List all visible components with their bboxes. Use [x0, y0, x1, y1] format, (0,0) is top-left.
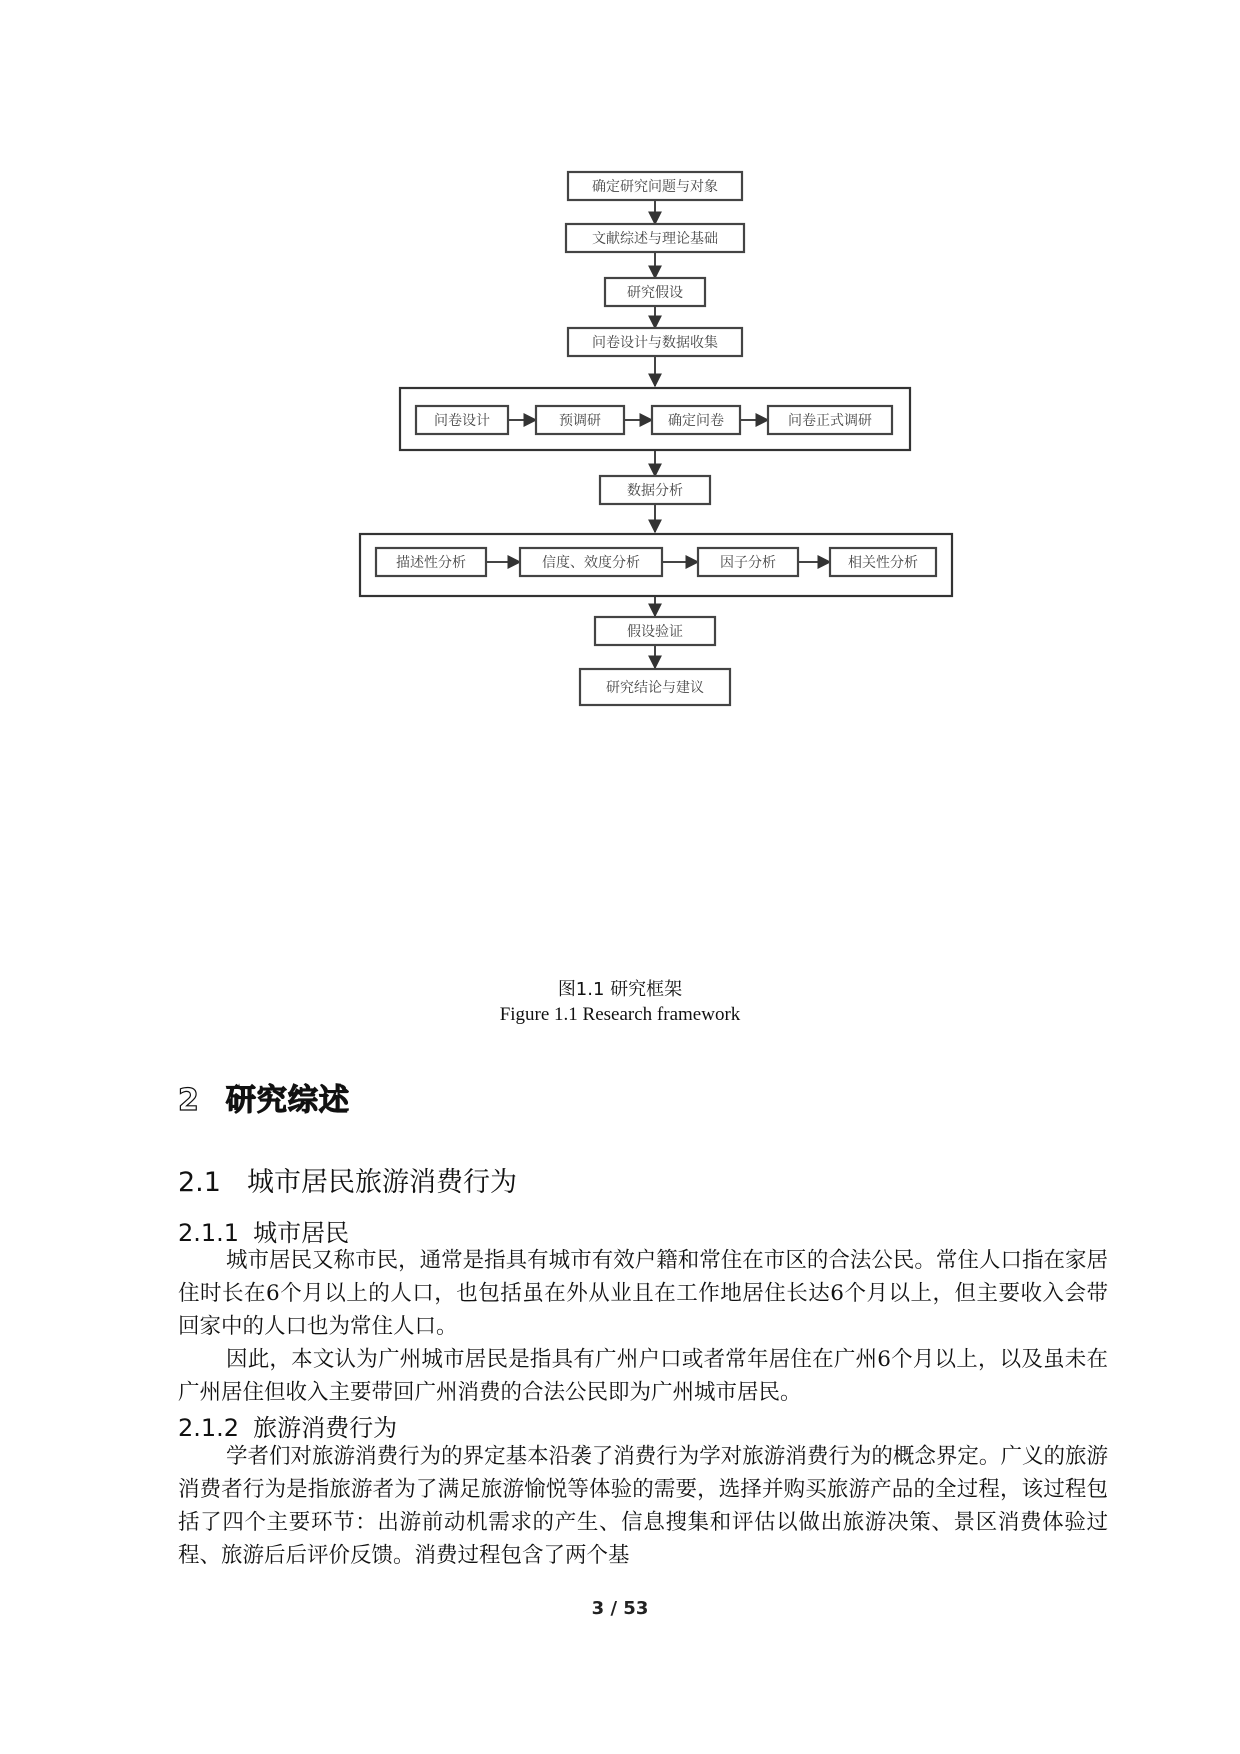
analysis-step-label: 因子分析 — [720, 555, 776, 571]
flow-step-label: 研究结论与建议 — [606, 680, 704, 696]
analysis-step — [520, 548, 662, 576]
flow-step-label: 数据分析 — [627, 483, 683, 499]
analysis-step-label: 相关性分析 — [848, 555, 918, 571]
flow-step — [580, 669, 730, 705]
subsection-title: 城市居民旅游消费行为 — [246, 1167, 517, 1198]
analysis-step — [830, 548, 936, 576]
flow-step — [605, 278, 705, 306]
analysis-step-label: 描述性分析 — [396, 555, 466, 571]
analysis-step — [698, 548, 798, 576]
subsubsection-heading-2-1-2 — [178, 1408, 397, 1443]
figure-caption-en: Figure 1.1 Research framework — [499, 1004, 741, 1025]
survey-step-label: 预调研 — [559, 413, 601, 429]
survey-step — [652, 406, 740, 434]
flow-step — [568, 172, 742, 200]
flow-step-label: 研究假设 — [627, 285, 683, 301]
subsubsection-title: 城市居民 — [253, 1219, 350, 1247]
paragraph: 城市居民又称市民，通常是指具有城市有效户籍和常住在市区的合法公民。常住人口指在家居住时长在6个月以上的人口，也包括虽在外从业且在工作地居住长达6个月以上，但主要收入会带回家中的人口也为常住人口。 — [178, 1248, 1108, 1339]
figure-caption-zh: 图1.1 研究框架 — [557, 979, 683, 1000]
subsubsection-title: 旅游消费行为 — [253, 1414, 398, 1442]
paragraph: 学者们对旅游消费行为的界定基本沿袭了消费行为学对旅游消费行为的概念界定。广义的旅游消费者行为是指旅游者为了满足旅游愉悦等体验的需要，选择并购买旅游产品的全过程，该过程包括了四个主要环节：出游前动机需求的产生、信息搜集和评估以做出旅游决策、景区消费体验过程、旅游后后评价反馈。消费过程包含了两个基 — [178, 1444, 1108, 1568]
survey-step — [768, 406, 892, 434]
analysis-step — [376, 548, 486, 576]
section-heading — [178, 1075, 350, 1119]
subsubsection-number: 2.1.2 — [178, 1414, 240, 1442]
survey-step — [536, 406, 624, 434]
section-number: 2 — [178, 1083, 200, 1118]
analysis-step-label: 信度、效度分析 — [542, 555, 640, 571]
subsubsection-number: 2.1.1 — [178, 1219, 240, 1247]
survey-step-label: 确定问卷 — [668, 413, 724, 429]
flow-step-label: 文献综述与理论基础 — [592, 231, 718, 247]
subsubsection-heading-2-1-1 — [178, 1213, 349, 1248]
subsection-heading — [178, 1160, 517, 1199]
flow-step — [566, 224, 744, 252]
section-title: 研究综述 — [225, 1083, 350, 1118]
flow-step — [595, 617, 715, 645]
flow-step-label: 问卷设计与数据收集 — [592, 335, 718, 351]
flow-step-label: 确定研究问题与对象 — [592, 179, 718, 195]
survey-step-label: 问卷设计 — [434, 413, 490, 429]
flow-step-label: 假设验证 — [627, 624, 683, 640]
paragraph: 因此，本文认为广州城市居民是指具有广州户口或者常年居住在广州6个月以上，以及虽未在广州居住但收入主要带回广州消费的合法公民即为广州城市居民。 — [178, 1347, 1108, 1405]
subsection-number: 2.1 — [178, 1167, 221, 1198]
survey-step — [416, 406, 508, 434]
page-number: 3 / 53 — [591, 1598, 649, 1619]
survey-step-label: 问卷正式调研 — [788, 413, 872, 429]
research-framework-flowchart — [0, 0, 1240, 720]
flow-step — [568, 328, 742, 356]
flow-step — [600, 476, 710, 504]
